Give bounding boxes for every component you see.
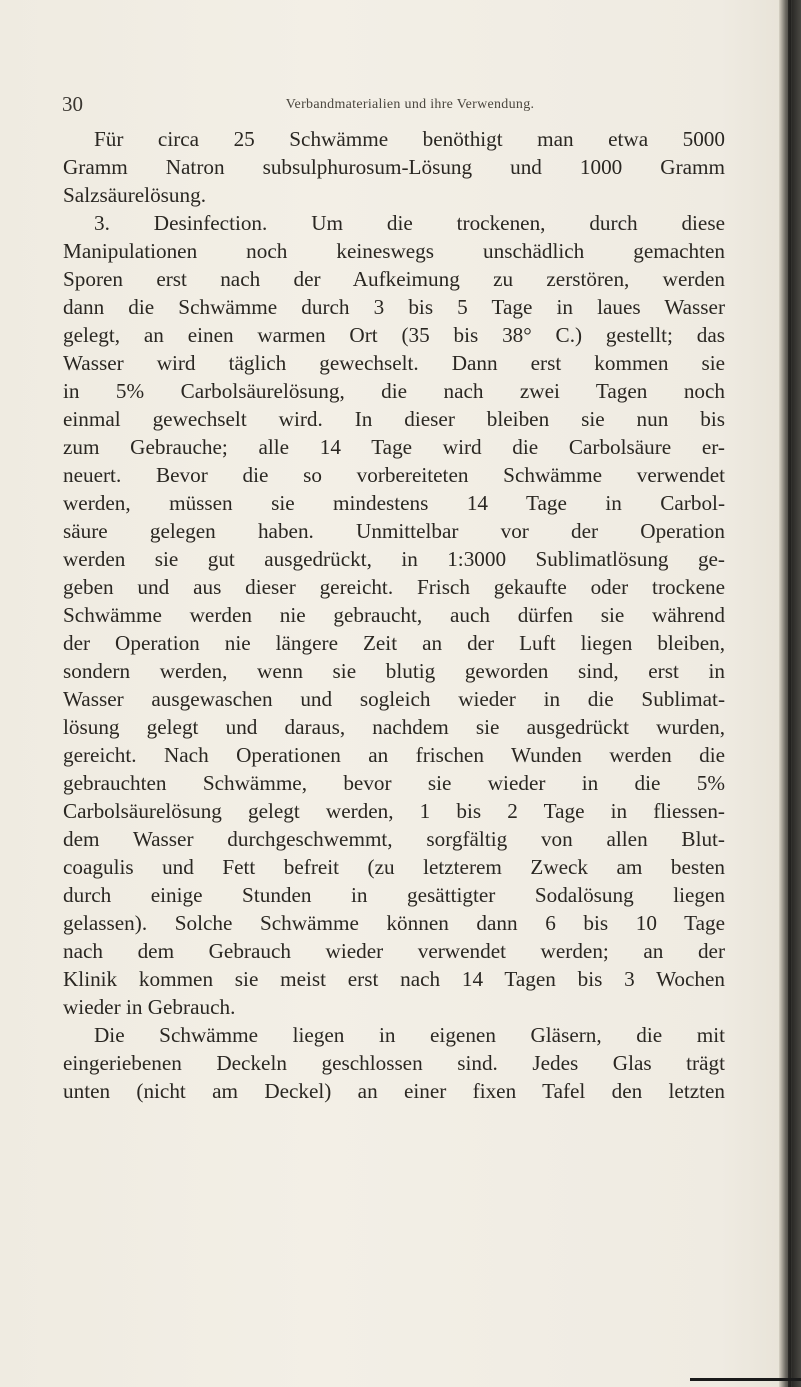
- body-text: [63, 125, 725, 1105]
- text-line: werden, müssen sie mindestens 14 Tage in Carbol-: [63, 491, 725, 515]
- text-line: Wasser wird täglich gewechselt. Dann erst kommen sie: [63, 351, 725, 375]
- text-line: 3. Desinfection. Um die trockenen, durch diese: [94, 211, 725, 235]
- text-line: Salzsäurelösung.: [63, 183, 206, 207]
- page-number: 30: [62, 92, 83, 116]
- text-line: gereicht. Nach Operationen an frischen Wunden werden die: [63, 743, 725, 767]
- bottom-edge-line: [690, 1378, 801, 1381]
- text-line: unten (nicht am Deckel) an einer fixen Tafel den letzten: [63, 1079, 725, 1103]
- text-line: Die Schwämme liegen in eigenen Gläsern, die mit: [94, 1023, 725, 1047]
- page-header: [0, 92, 780, 116]
- text-line: gelassen). Solche Schwämme können dann 6 bis 10 Tage: [63, 911, 725, 935]
- text-line: zum Gebrauche; alle 14 Tage wird die Carbolsäure er-: [63, 435, 725, 459]
- text-line: einmal gewechselt wird. In dieser bleiben sie nun bis: [63, 407, 725, 431]
- text-line: Manipulationen noch keineswegs unschädlich gemachten: [63, 239, 725, 263]
- text-line: Carbolsäurelösung gelegt werden, 1 bis 2 Tage in fliessen-: [63, 799, 725, 823]
- running-head: Verbandmaterialien und ihre Verwendung.: [285, 97, 535, 112]
- text-line: coagulis und Fett befreit (zu letzterem Zweck am besten: [63, 855, 725, 879]
- text-line: geben und aus dieser gereicht. Frisch gekaufte oder trockene: [63, 575, 725, 599]
- text-line: säure gelegen haben. Unmittelbar vor der Operation: [63, 519, 725, 543]
- text-line: Sporen erst nach der Aufkeimung zu zerstören, werden: [63, 267, 725, 291]
- text-line: lösung gelegt und daraus, nachdem sie ausgedrückt wurden,: [63, 715, 725, 739]
- text-line: durch einige Stunden in gesättigter Sodalösung liegen: [63, 883, 725, 907]
- binding-edge: [788, 0, 791, 1387]
- text-line: gelegt, an einen warmen Ort (35 bis 38° C.) gestellt; das: [63, 323, 725, 347]
- text-line: Schwämme werden nie gebraucht, auch dürfen sie während: [63, 603, 725, 627]
- text-line: dann die Schwämme durch 3 bis 5 Tage in laues Wasser: [63, 295, 725, 319]
- text-line: Für circa 25 Schwämme benöthigt man etwa 5000: [94, 127, 725, 151]
- text-line: der Operation nie längere Zeit an der Luft liegen bleiben,: [63, 631, 725, 655]
- text-line: in 5% Carbolsäurelösung, die nach zwei Tagen noch: [63, 379, 725, 403]
- text-line: nach dem Gebrauch wieder verwendet werden; an der: [63, 939, 725, 963]
- page-edge-shadow: [779, 0, 801, 1387]
- text-line: neuert. Bevor die so vorbereiteten Schwämme verwendet: [63, 463, 725, 487]
- text-line: werden sie gut ausgedrückt, in 1:3000 Sublimatlösung ge-: [63, 547, 725, 571]
- text-line: sondern werden, wenn sie blutig geworden sind, erst in: [63, 659, 725, 683]
- text-line: Gramm Natron subsulphurosum-Lösung und 1000 Gramm: [63, 155, 725, 179]
- text-line: Wasser ausgewaschen und sogleich wieder in die Sublimat-: [63, 687, 725, 711]
- text-line: dem Wasser durchgeschwemmt, sorgfältig von allen Blut-: [63, 827, 725, 851]
- text-line: eingeriebenen Deckeln geschlossen sind. Jedes Glas trägt: [63, 1051, 725, 1075]
- text-line: Klinik kommen sie meist erst nach 14 Tagen bis 3 Wochen: [63, 967, 725, 991]
- text-line: wieder in Gebrauch.: [63, 995, 236, 1019]
- text-line: gebrauchten Schwämme, bevor sie wieder in die 5%: [63, 771, 725, 795]
